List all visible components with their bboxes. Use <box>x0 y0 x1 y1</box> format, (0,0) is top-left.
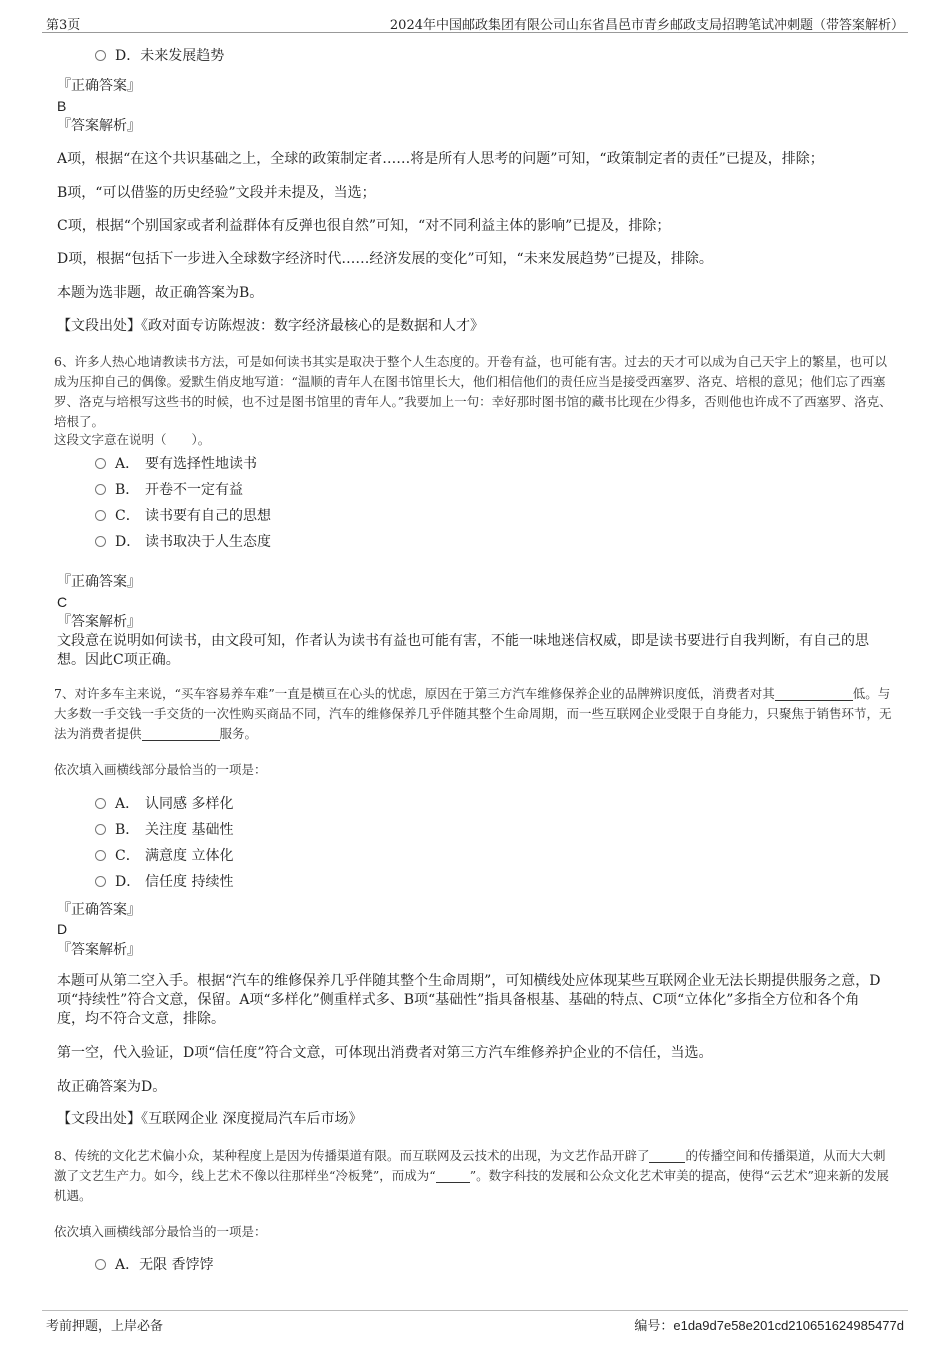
q8-option-a[interactable]: A．无限 香饽饽 <box>95 1255 214 1275</box>
q6-correct-label: 『正确答案』 <box>57 574 141 590</box>
q5-analysis-a: A项，根据“在这个共识基础之上，全球的政策制定者……将是所有人思考的问题”可知，“政策制定者的责任”已提及，排除； <box>57 151 824 167</box>
radio-icon[interactable] <box>95 484 106 495</box>
q5-conclusion: 本题为选非题，故正确答案为B。 <box>57 285 264 301</box>
q7-analysis-2: 第一空，代入验证，D项“信任度”符合文意，可体现出消费者对第三方汽车维修养护企业的不信任，当选。 <box>57 1045 713 1061</box>
page-footer <box>42 1310 908 1335</box>
blank-2 <box>436 1168 470 1183</box>
q8-stem: 8、传统的文化艺术偏小众，某种程度上是因为传播渠道有限。而互联网及云技术的出现，为文艺作品开辟了 的传播空间和传播渠道，从而大大刺激了文艺生产力。如今，线上艺术不像以往那样坐“冷板凳”，而成为“ ”。数字科技的发展和公众文化艺术审美的提高，使得“云艺术”迎来新的发展机遇。 <box>54 1148 889 1203</box>
q5-analysis-c: C项，根据“个别国家或者利益群体有反弹也很自然”可知，“对不同利益主体的影响”已提及，排除； <box>57 218 671 234</box>
q5-option-d[interactable]: D．未来发展趋势 <box>95 46 224 66</box>
q6-option-b[interactable]: B． 开卷不一定有益 <box>95 480 243 500</box>
radio-icon[interactable] <box>95 850 106 861</box>
q5-correct-answer: B <box>57 98 67 114</box>
q6-option-a[interactable]: A． 要有选择性地读书 <box>95 454 257 474</box>
q6-analysis: 文段意在说明如何读书，由文段可知，作者认为读书有益也可能有害，不能一味地迷信权威，即是读书要进行自我判断，有自己的思想。因此C项正确。 <box>57 633 869 668</box>
q6-option-c[interactable]: C． 读书要有自己的思想 <box>95 506 271 526</box>
footer-slogan: 考前押题，上岸必备 <box>46 1319 164 1334</box>
document-code: 编号：e1da9d7e58e201cd210651624985477d <box>634 1318 904 1334</box>
q7-option-b[interactable]: B． 关注度 基础性 <box>95 820 233 840</box>
q6-prompt: 这段文字意在说明（ ）。 <box>54 432 211 447</box>
q7-conclusion: 故正确答案为D。 <box>57 1079 167 1095</box>
radio-icon[interactable] <box>95 1259 106 1270</box>
q7-analysis-1: 本题可从第二空入手。根据“汽车的维修保养几乎伴随其整个生命周期”，可知横线处应体现某些互联网企业无法长期提供服务之意，D项“持续性”符合文意，保留。A项“多样化”侧重样式多、B项“基础性”指具备根基、基础的特点、C项“立体化”多指全方位和各个角度，均不符合文意，排除。 <box>57 973 881 1027</box>
q7-prompt: 依次填入画横线部分最恰当的一项是： <box>54 762 267 777</box>
q7-source: 【文段出处】《互联网企业 深度搅局汽车后市场》 <box>57 1111 363 1127</box>
q7-stem: 7、对许多车主来说，“买车容易养车难”一直是横亘在心头的忧虑，原因在于第三方汽车维修保养企业的品牌辨识度低，消费者对其 低。与大多数一手交钱一手交货的一次性购买商品不同，汽车的维修保养几乎伴随其整个生命周期，而一些互联网企业受限于自身能力，只聚焦于销售环节，无法为消费者提供 服务。 <box>54 686 892 741</box>
q7-analysis-label: 『答案解析』 <box>57 942 141 958</box>
radio-icon[interactable] <box>95 876 106 887</box>
document-title: 2024年中国邮政集团有限公司山东省昌邑市青乡邮政支局招聘笔试冲刺题（带答案解析） <box>389 18 904 33</box>
radio-icon[interactable] <box>95 798 106 809</box>
blank-2 <box>142 726 220 741</box>
radio-icon[interactable] <box>95 824 106 835</box>
q5-analysis-d: D项，根据“包括下一步进入全球数字经济时代……经济发展的变化”可知，“未来发展趋势”已提及，排除。 <box>57 251 713 267</box>
blank-1 <box>649 1148 685 1163</box>
q7-option-c[interactable]: C． 满意度 立体化 <box>95 846 233 866</box>
q7-option-a[interactable]: A． 认同感 多样化 <box>95 794 233 814</box>
radio-icon[interactable] <box>95 510 106 521</box>
blank-1 <box>775 686 853 701</box>
q6-correct-answer: C <box>57 594 68 610</box>
q7-correct-answer: D <box>57 921 68 937</box>
q7-option-d[interactable]: D． 信任度 持续性 <box>95 872 233 892</box>
radio-icon[interactable] <box>95 536 106 547</box>
page-number: 第3页 <box>46 18 81 33</box>
q5-source: 【文段出处】《政对面专访陈煜波：数字经济最核心的是数据和人才》 <box>57 318 484 334</box>
q6-option-d[interactable]: D． 读书取决于人生态度 <box>95 532 271 552</box>
page-header <box>42 12 908 33</box>
q6-stem: 6、许多人热心地请教读书方法，可是如何读书其实是取决于整个人生态度的。开卷有益，也可能有害。过去的天才可以成为自己天宇上的繁星，也可以成为压抑自己的偶像。爱默生俏皮地写道：“温顺的青年人在图书馆里长大，他们相信他们的责任应当是接受西塞罗、洛克、培根的意见；他们忘了西塞罗、洛克与培根写这些书的时候，也不过是图书馆里的青年人。”我要加上一句：幸好那时图书馆的藏书比现在少得多，否则他也许成不了西塞罗、洛克、培根了。 <box>54 354 892 429</box>
q5-analysis-label: 『答案解析』 <box>57 118 141 134</box>
q5-analysis-b: B项，“可以借鉴的历史经验”文段并未提及，当选； <box>57 185 376 201</box>
radio-icon[interactable] <box>95 458 106 469</box>
q6-analysis-label: 『答案解析』 <box>57 614 141 630</box>
q8-prompt: 依次填入画横线部分最恰当的一项是： <box>54 1224 267 1239</box>
radio-icon[interactable] <box>95 50 106 61</box>
q5-correct-label: 『正确答案』 <box>57 78 141 94</box>
q7-correct-label: 『正确答案』 <box>57 902 141 918</box>
